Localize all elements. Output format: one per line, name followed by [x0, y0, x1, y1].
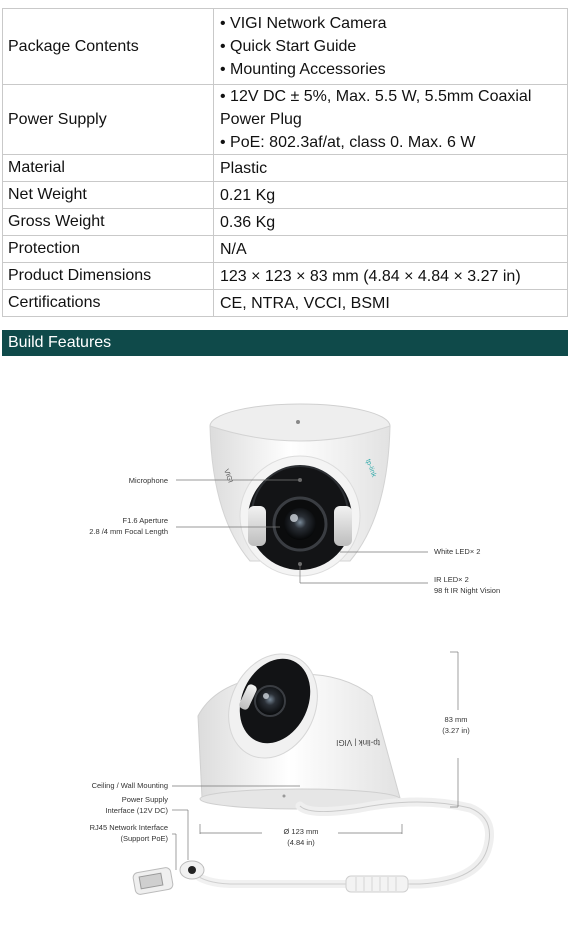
brand-tplink-text: tp-link — [364, 458, 378, 479]
spec-row-product-dimensions — [3, 263, 568, 290]
callout-text: 98 ft IR Night Vision — [434, 586, 501, 595]
camera-illustrations — [0, 356, 570, 943]
callout-text: Interface (12V DC) — [105, 806, 168, 815]
specifications-table — [2, 8, 568, 317]
spec-label: Material — [3, 155, 214, 182]
spec-row-certifications — [3, 290, 568, 317]
spec-row-power-supply — [3, 85, 568, 155]
callout-text: Microphone — [128, 476, 168, 485]
front-camera-image — [210, 404, 390, 576]
spec-value — [214, 85, 568, 155]
callout-text: Ø 123 mm — [283, 827, 319, 836]
microphone-label — [60, 475, 168, 486]
spec-label: Protection — [3, 236, 214, 263]
side-camera-image — [132, 639, 489, 895]
spec-value — [214, 9, 568, 85]
callout-text: (Support PoE) — [120, 834, 168, 843]
spec-label: Certifications — [3, 290, 214, 317]
rj45-label — [40, 822, 168, 844]
ir-led-label — [434, 574, 500, 596]
spec-value-line: • Mounting Accessories — [220, 61, 386, 78]
spec-label: Product Dimensions — [3, 263, 214, 290]
height-dimension-label — [434, 714, 478, 736]
callout-text: Power Supply — [121, 795, 168, 804]
build-features-figure — [0, 356, 570, 943]
spec-value: N/A — [214, 236, 568, 263]
callout-text: Ceiling / Wall Mounting — [91, 781, 168, 790]
callout-text: 83 mm — [444, 715, 468, 724]
power-interface-label — [40, 794, 168, 816]
callout-text: 2.8 /4 mm Focal Length — [89, 527, 168, 536]
spec-value: 0.21 Kg — [214, 182, 568, 209]
white-led-label — [434, 546, 480, 557]
spec-row-net-weight — [3, 182, 568, 209]
spec-value: Plastic — [214, 155, 568, 182]
spec-row-material — [3, 155, 568, 182]
callout-text: RJ45 Network Interface — [89, 823, 168, 832]
spec-value-line: • Quick Start Guide — [220, 38, 357, 55]
spec-row-protection — [3, 236, 568, 263]
brand-vigi-text: VIGI — [222, 468, 234, 484]
spec-value-line: • 12V DC ± 5%, Max. 5.5 W, 5.5mm Coaxial — [220, 88, 532, 105]
brand-side-text: tp-link | VIGI — [336, 738, 380, 747]
spec-label: Power Supply — [3, 85, 214, 155]
spec-value-line: • PoE: 802.3af/at, class 0. Max. 6 W — [220, 134, 476, 151]
aperture-label — [40, 515, 168, 537]
spec-label: Net Weight — [3, 182, 214, 209]
spec-value: 123 × 123 × 83 mm (4.84 × 4.84 × 3.27 in) — [214, 263, 568, 290]
callout-text: White LED× 2 — [434, 547, 481, 556]
callout-text: IR LED× 2 — [434, 575, 469, 584]
callout-text: F1.6 Aperture — [122, 516, 168, 525]
spec-label: Package Contents — [3, 9, 214, 85]
callout-text: (4.84 in) — [287, 838, 315, 847]
mounting-label — [40, 780, 168, 791]
callout-text: (3.27 in) — [442, 726, 470, 735]
build-features-banner: Build Features — [2, 330, 568, 356]
spec-row-package-contents — [3, 9, 568, 85]
spec-label: Gross Weight — [3, 209, 214, 236]
spec-row-gross-weight — [3, 209, 568, 236]
spec-value: CE, NTRA, VCCI, BSMI — [214, 290, 568, 317]
diameter-dimension-label — [268, 826, 334, 848]
spec-value: 0.36 Kg — [214, 209, 568, 236]
spec-value-line: • VIGI Network Camera — [220, 15, 387, 32]
spec-value-line: Power Plug — [220, 111, 302, 128]
